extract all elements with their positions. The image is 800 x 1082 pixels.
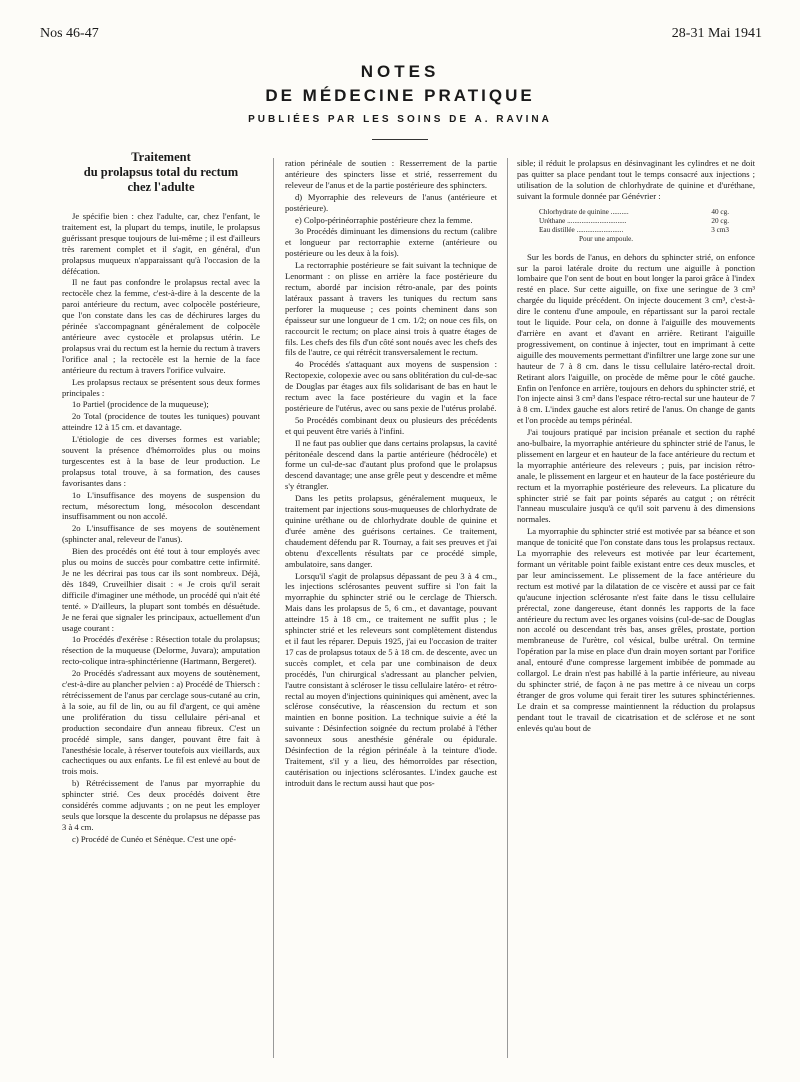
paragraph: sible; il réduit le prolapsus en désinvaginant les cylindres et ne doit pas quitter sa place pendant tout le temps consacré aux injections ; utilisation de la solution de chlorhydrate de quinine et d'uréthane, suivant la formule donnée par Génévrier : bbox=[517, 158, 755, 201]
paragraph: L'étiologie de ces diverses formes est variable; souvent la présence d'hémorroïdes plus ou moins turgescentes est à la base de leur production. Le prolapsus total trouve, à sa formation, des causes favorisantes dans : bbox=[62, 434, 260, 488]
paragraph: 2o L'insuffisance de ses moyens de soutènement (sphincter anal, releveur de l'anus). bbox=[62, 523, 260, 545]
formula-table bbox=[539, 208, 755, 244]
paragraph: c) Procédé de Cunéo et Sénèque. C'est une opé- bbox=[72, 833, 237, 844]
paragraph: La rectorraphie postérieure se fait suivant la technique de Lenormant : on plisse en arrière la face postérieure du rectum, abordé par incision rétro-anale, par des points latéraux passant à travers les tuniques du rectum sans perforer la muqueuse ; ces points cheminent dans son épaisseur sur une longueur de 1 cm. 1/2; on noue ces fils, on raccourcit le rectum; on place ainsi trois à quatre étages de fils. Les chefs des fils d'un côté sont noués avec les chefs des fils de l'autre, ce qui rétrécit transversalement le rectum. bbox=[285, 260, 497, 358]
paragraph: 2o Procédés s'adressant aux moyens de soutènement, c'est-à-dire au plancher pelvien : a) Procédé de Thiersch : rétrécissement de l'anus par cerclage sous-cutané au crin, à la soie, au fil de lin, ou au fil d'argent, ce qui amène une prolifération du tissu cellulaire péri-anal et production secondaire d'un anneau fibreux. C'est un procédé simple, sans danger, pouvant être fait à l'anesthésie locale, à réserver toutefois aux vieillards, aux cachectiques ou aux enfants. Le fil est enlevé au bout de trois mois. bbox=[62, 668, 260, 777]
issue-date: 28-31 Mai 1941 bbox=[671, 26, 762, 41]
paragraph: La myorraphie du sphincter strié est motivée par sa béance et son manque de tonicité que l'on constate dans tous les prolapsus rectaux. La myorraphie des releveurs est motivée par leur écartement, formant un véritable point faible existant entre ces deux muscles, et par leur amincissement. Le plissement de la face antérieure du rectum est motivé par la dilatation de ce viscère et aussi par ce fait qu'aucune injection sclérosante n'est faite dans le tissu cellulaire prérectal, zone dangereuse, étant donnés les rapports de la face antérieure du rectum avec les organes voisins (cul-de-sac de Douglas non accolé ou descendant très bas, anses grêles, prostate, portion membraneuse de l'urètre, col vésical, bulbe urétral. On termine l'opération par la mise en place d'un drain moyen sortant par l'orifice anal, entouré d'une compresse largement imbibée de pommade au collargol. Le drain n'est pas habillé à la partie inférieure, au niveau du sphincter strié, de façon à ne pas mettre à ce niveau un corps étranger de gros volume qui ferait tirer les sutures sphinctériennes. Le drain et sa compresse maintiennent la réduction du prolapsus pendant tout le travail de cicatrisation et de sclérose et ne sont enlevés qu'au bout de bbox=[517, 526, 755, 733]
paragraph: Il ne faut pas oublier que dans certains prolapsus, la cavité péritonéale descend dans la partie antérieure (hédrocèle) et forme un cul-de-sac d'autant plus profond que le prolapsus descend davantage; une anse grêle peut y descendre et même s'y étrangler. bbox=[285, 437, 497, 492]
paragraph: d) Myorraphie des releveurs de l'anus (antérieure et postérieure). bbox=[285, 191, 497, 213]
column-2 bbox=[285, 158, 497, 790]
paragraph: 1o Procédés d'exérèse : Résection totale du prolapsus; résection de la muqueuse (Delorme, Juvara); amputation recto-colique intra-sphinctérienne (Hartmann, Bergeret). bbox=[62, 634, 260, 667]
paragraph: Il ne faut pas confondre le prolapsus rectal avec la rectocèle chez la femme, c'est-à-dire à la descente de la paroi antérieure du rectum, avec colpocèle postérieure, que l'on constate dans les cas de déchirures larges du périnée s'accompagnant généralement de colpocèle antérieure avec cystocèle et prolapsus utérin. Le prolapsus vrai du rectum est la hernie du rectum à travers l'orifice anal ; la rectocèle est la hernie de la face antérieure du rectum à travers l'orifice vulvaire. bbox=[62, 277, 260, 375]
column-2-text bbox=[285, 158, 497, 789]
column-divider bbox=[507, 158, 508, 1058]
paragraph: Je spécifie bien : chez l'adulte, car, chez l'enfant, le traitement est, la plupart du temps, inutile, le prolapsus guérissant presque toujours de lui-même ; il est d'ailleurs très rarement complet et il s'agit, en général, d'un prolapsus muqueux n'apparaissant qu'à l'occasion de la défécation. bbox=[62, 211, 260, 276]
paragraph: Dans les petits prolapsus, généralement muqueux, le traitement par injections sous-muqueuses de chlorhydrate de quinine uréthane ou de chlorhydrate double de quinine et d'urée amène des guérisons certaines. Ce traitement, chaudement défendu par R. Tournay, a fait ses preuves et j'ai obtenu d'excellents résultats par ce procédé simple, ambulatoire, sans danger. bbox=[285, 493, 497, 569]
section-subtitle: PUBLIÉES PAR LES SOINS DE A. RAVINA bbox=[248, 114, 552, 125]
title-divider bbox=[372, 139, 428, 140]
column-divider bbox=[273, 158, 274, 1058]
column-3 bbox=[517, 158, 755, 735]
paragraph: e) Colpo-périnéorraphie postérieure chez la femme. bbox=[295, 214, 473, 225]
paragraph: 1o L'insuffisance des moyens de suspension du rectum, mésorectum long, mésocolon descendant insuffisamment ou non accolé. bbox=[62, 489, 260, 522]
paragraph: b) Rétrécissement de l'anus par myorraphie du sphincter strié. Ces deux procédés doivent être considérés comme adjuvants ; on ne peut les employer seuls que lorsque la descente du prolapsus ne dépasse pas 3 à 4 cm. bbox=[62, 778, 260, 832]
paragraph: 1o Partiel (procidence de la muqueuse); bbox=[72, 399, 209, 410]
article-title: Traitement du prolapsus total du rectum chez l'adulte bbox=[83, 150, 239, 194]
column-1 bbox=[62, 150, 260, 846]
column-1-text bbox=[62, 211, 260, 845]
paragraph: Lorsqu'il s'agit de prolapsus dépassant de peu 3 à 4 cm., les injections sclérosantes peuvent suffire si l'on fait la myorraphie du sphincter strié ou le cerclage de Thiersch. Mais dans les prolapsus de 5, 6 cm., et davantage, pouvant atteindre 15 à 18 cm., ce traitement ne suffit plus ; le sphincter strié et les releveurs sont complètement distendus et il faut les réparer. Depuis 1925, j'ai eu l'occasion de traiter 17 cas de prolapsus totaux de 5 à 18 cm. de descente, avec un succès complet, et cela par une combinaison de deux procédés, l'un chirurgical s'adressant au plancher pelvien, l'autre consistant à scléroser le tissu cellulaire latéro- et rétro-rectal au moyen d'injections quininiques qui amènent, avec la sclérose consécutive, la réascension du rectum et son maintien en bonne position. La technique suivie a été la suivante : Désinfection soignée du rectum prolabé à l'éther savonneux sous anesthésie générale ou épidurale. Désinfection de la région périnéale à la teinture d'iode. Traitement, s'il y a lieu, des hémorroïdes par résection, cautérisation ou injections sclérosantes. L'index gauche est introduit dans le rectum aussi haut que pos- bbox=[285, 570, 497, 788]
formula-row: Chlorhydrate de quinine .......... 40 cg. bbox=[539, 207, 729, 216]
paragraph: Sur les bords de l'anus, en dehors du sphincter strié, on enfonce sur la paroi latérale droite du rectum une aiguille à ponction lombaire que l'on sent de bout en bout longer la paroi grâce à l'index resté en place. Sur cette aiguille, on fixe une seringue de 3 cm³ chargée du liquide précédent. On injecte doucement 3 cm³, c'est-à-dire le contenu d'une ampoule, en répartissant sur la paroi rectale tout le liquide. Pour cela, on donne à l'aiguille des mouvements d'arrière en avant et d'avant en arrière. Retirant l'aiguille progressivement, on continue à injecter, tout en imprimant à cette aiguille des mouvements permettant d'infiltrer une large zone sur une hauteur de 7 à 8 cm. dans le tissu cellulaire latéro-rectal droit. Retirant alors l'aiguille, on procède de même pour le côté gauche. Enfin on l'enfonce en arrière, toujours en dehors du sphincter strié, et l'on injecte ainsi 3 cm³ dans l'espace rétro-rectal sur une hauteur de 7 à 8 cm. L'index gauche est alors retiré de l'anus. On change de gants et l'on procède au temps périnéal. bbox=[517, 251, 755, 426]
formula-note: Pour une ampoule. bbox=[579, 234, 634, 243]
formula-row: Uréthane ................................. 20 cg. bbox=[539, 216, 729, 225]
paragraph: Les prolapsus rectaux se présentent sous deux formes principales : bbox=[62, 376, 260, 398]
paragraph: 2o Total (procidence de toutes les tuniques) pouvant atteindre 12 à 15 cm. et davantage. bbox=[62, 411, 260, 433]
formula-row: Eau distillée .......................... 3 cm3 bbox=[539, 225, 729, 234]
issue-number: Nos 46-47 bbox=[40, 26, 99, 41]
paragraph: ration périnéale de soutien : Resserrement de la partie antérieure des spincters lisse et strié, resserrement du releveur de l'anus et de la partie postérieure des sphincters. bbox=[285, 158, 497, 190]
section-title-line2: DE MÉDECINE PRATIQUE bbox=[265, 86, 535, 105]
section-title-line1: NOTES bbox=[360, 62, 440, 81]
paragraph: 4o Procédés s'attaquant aux moyens de suspension : Rectopexie, colopexie avec ou sans oblitération du cul-de-sac de Douglas par étages aux fils solidarisant de bas en haut le rectum avec la face postérieure du vagin et la face postérieure de l'utérus, avec ou sans pexie de l'utérus prolabé. bbox=[285, 359, 497, 413]
paragraph: 3o Procédés diminuant les dimensions du rectum (calibre et longueur par rectorraphie externe (antérieure ou postérieure ou les deux à la fois). bbox=[285, 226, 497, 259]
paragraph: J'ai toujours pratiqué par incision préanale et section du raphé ano-bulbaire, la myorraphie antérieure du sphincter strié de l'anus, le plissement en largeur et en hauteur de la face antérieure du rectum et la myorraphie antérieure des releveurs ; puis, par incision rétro-anale, le plissement en largeur et en hauteur de la face postérieure du rectum et la myorraphie postérieure des releveurs. La plicature du sphincter strié se fait par points séparés au catgut ; on rétrécit l'anneau musculaire jusqu'à ce qu'il soit parvenu à des dimensions normales. bbox=[517, 427, 755, 525]
paragraph: 5o Procédés combinant deux ou plusieurs des précédents et qui peuvent être variés à l'infini. bbox=[285, 414, 497, 436]
paragraph: Bien des procédés ont été tout à tour employés avec plus ou moins de succès pour combattre cette infirmité. Je ne les décrirai pas tous car ils sont nombreux. Déjà, dès 1849, Cruveilhier disait : « Je crois qu'il serait difficile d'imaginer une méthode, un procédé qui n'ait été tenté. » D'ailleurs, la plupart sont tombés en désuétude. Je ne ferai que signaler les principaux, actuellement d'un usage courant : bbox=[62, 546, 260, 633]
